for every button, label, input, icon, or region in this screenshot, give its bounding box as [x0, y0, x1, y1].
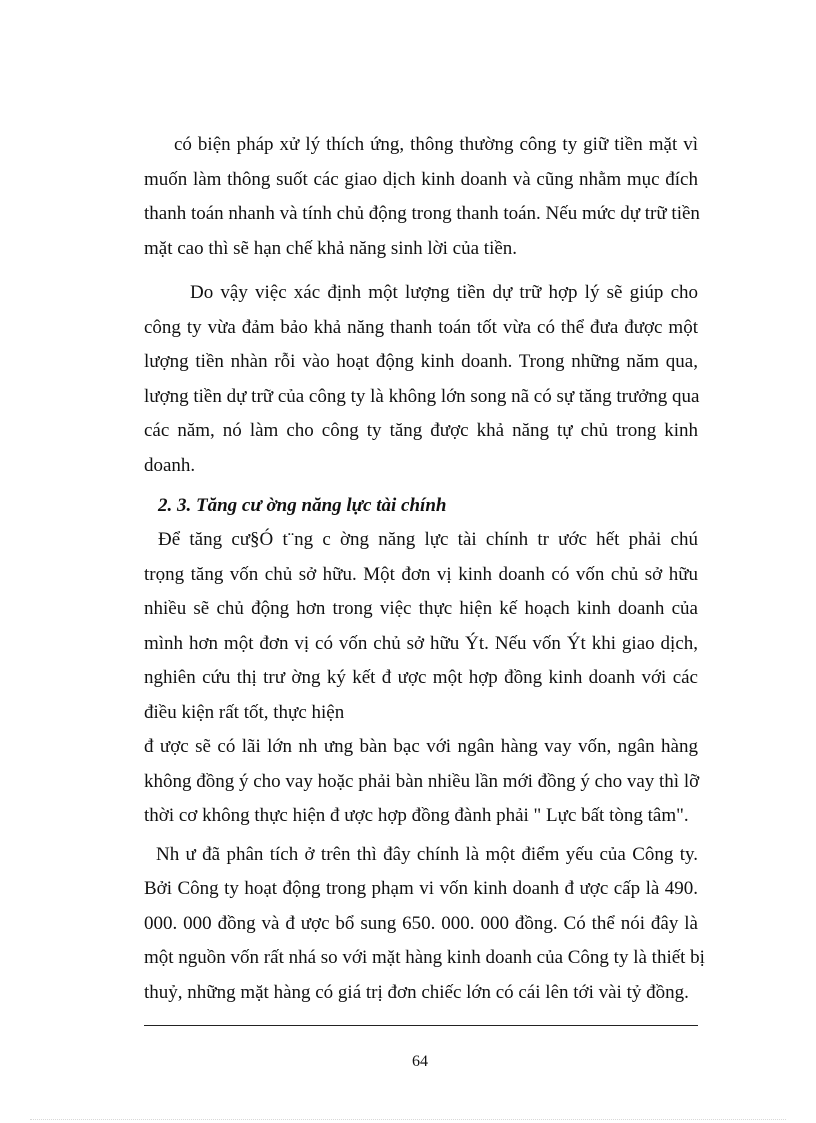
text-line: Nh ư đã phân tích ở trên thì đây chính là một điểm yếu của Công ty.: [156, 843, 698, 865]
text-line: 000. 000 đồng và đ ược bổ sung 650. 000. 000 đồng. Có thể nói đây là: [144, 912, 698, 934]
paragraph-weakness: [144, 838, 705, 1011]
text-line: các năm, nó làm cho công ty tăng được khả năng tự chủ trong kinh: [144, 420, 698, 441]
text-line: mặt cao thì sẽ hạn chế khả năng sinh lời của tiền.: [144, 237, 518, 259]
text-line: có biện pháp xử lý thích ứng, thông thường công ty giữ tiền mặt vì: [174, 134, 698, 155]
document-body: [144, 128, 705, 1010]
text-line: Do vậy việc xác định một lượng tiền dự trữ hợp lý sẽ giúp cho: [190, 282, 698, 303]
paragraph-equity: [144, 523, 698, 834]
text-line: doanh.: [144, 454, 196, 476]
text-line: nhiều sẽ chủ động hơn trong việc thực hiện kế hoạch kinh doanh của: [144, 598, 698, 619]
paragraph-cash-reserve: [144, 128, 698, 266]
text-line: thanh toán nhanh và tính chủ động trong thanh toán. Nếu mức dự trữ tiền: [144, 203, 700, 224]
text-line: không đồng ý cho vay hoặc phải bàn nhiều lần mới đồng ý cho vay thì lỡ: [144, 770, 700, 792]
text-line: đ ược sẽ có lãi lớn nh ưng bàn bạc với ngân hàng vay vốn, ngân hàng: [144, 736, 698, 757]
text-line: trọng tăng vốn chủ sở hữu. Một đơn vị kinh doanh có vốn chủ sở hữu: [144, 563, 698, 585]
text-line: thời cơ không thực hiện đ ược hợp đồng đành phải " Lực bất tòng tâm".: [144, 805, 689, 826]
text-line: lượng tiền nhàn rỗi vào hoạt động kinh doanh. Trong những năm qua,: [144, 351, 698, 372]
footer-divider: [144, 1025, 698, 1026]
text-line: mình hơn một đơn vị có vốn chủ sở hữu Ýt. Nếu vốn Ýt khi giao dịch,: [144, 632, 698, 654]
paragraph-reserve-amount: [144, 276, 698, 483]
page-edge-divider: [30, 1119, 786, 1120]
text-line: nghiên cứu thị trư ờng ký kết đ ược một hợp đồng kinh doanh với các: [144, 667, 698, 688]
section-heading: 2. 3. Tăng cư ờng năng lực tài chính: [158, 495, 447, 516]
text-line: một nguồn vốn rất nhá so với mặt hàng kinh doanh của Công ty là thiết bị: [144, 947, 705, 968]
text-line: Để tăng cư§Ó t¨ng c ờng năng lực tài chính tr ước hết phải chú: [158, 529, 698, 550]
text-line: công ty vừa đảm bảo khả năng thanh toán tốt vừa có thể đưa được một: [144, 316, 698, 338]
text-line: thuỷ, những mặt hàng có giá trị đơn chiếc lớn có cái lên tới vài tỷ đồng.: [144, 981, 689, 1003]
text-line: lượng tiền dự trữ của công ty là không lớn song nã có sự tăng trưởng qua: [144, 385, 700, 407]
page-number: 64: [412, 1053, 428, 1070]
text-line: điều kiện rất tốt, thực hiện: [144, 701, 345, 723]
text-line: Bởi Công ty hoạt động trong phạm vi vốn kinh doanh đ ược cấp là 490.: [144, 878, 698, 899]
text-line: muốn làm thông suốt các giao dịch kinh doanh và cũng nhằm mục đích: [144, 168, 698, 190]
